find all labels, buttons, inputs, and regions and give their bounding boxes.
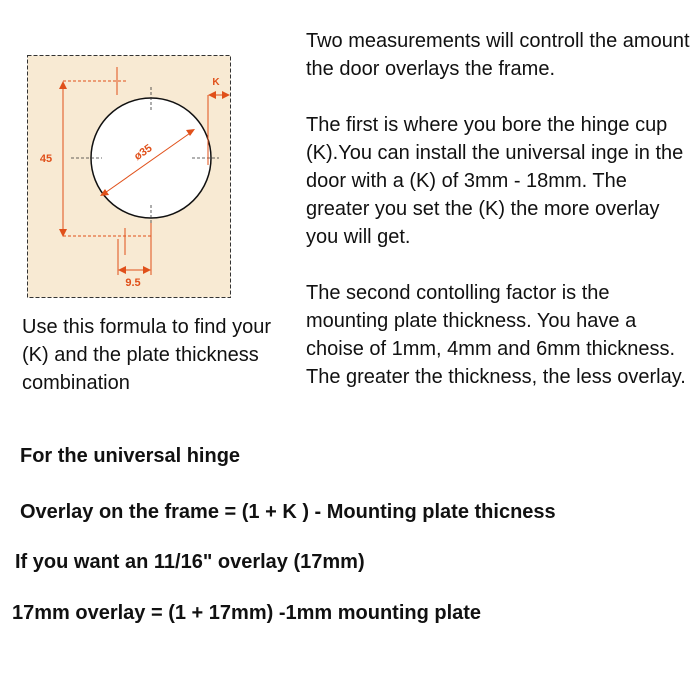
height-label: 45 — [39, 153, 53, 165]
formula-instruction: Use this formula to find your (K) and the plate thickness combination — [22, 316, 271, 394]
example-formula: 17mm overlay = (1 + 17mm) -1mm mounting plate — [12, 602, 482, 624]
general-formula: Overlay on the frame = (1 + K ) - Mounting plate thicness — [20, 501, 556, 523]
formula-heading: For the universal hinge — [20, 445, 241, 467]
hinge-cup-diagram — [27, 55, 231, 298]
diameter-label: ø35 — [132, 142, 155, 163]
first-factor-paragraph: The first is where you bore the hinge cup (K).You can install the universal inge in the door with a (K) of 3mm - 18mm. The greater you set the (K) the more overlay you will get. — [306, 114, 684, 248]
intro-paragraph: Two measurements will controll the amount the door overlays the frame. — [306, 30, 690, 80]
target-overlay: If you want an 11/16" overlay (17mm) — [15, 551, 365, 573]
second-factor-paragraph: The second contolling factor is the mounting plate thickness. You have a choise of 1mm, 4mm and 6mm thickness. The greater the thickness, the less overlay. — [306, 282, 686, 388]
k-label: K — [212, 77, 220, 88]
offset-label: 9.5 — [125, 277, 141, 289]
